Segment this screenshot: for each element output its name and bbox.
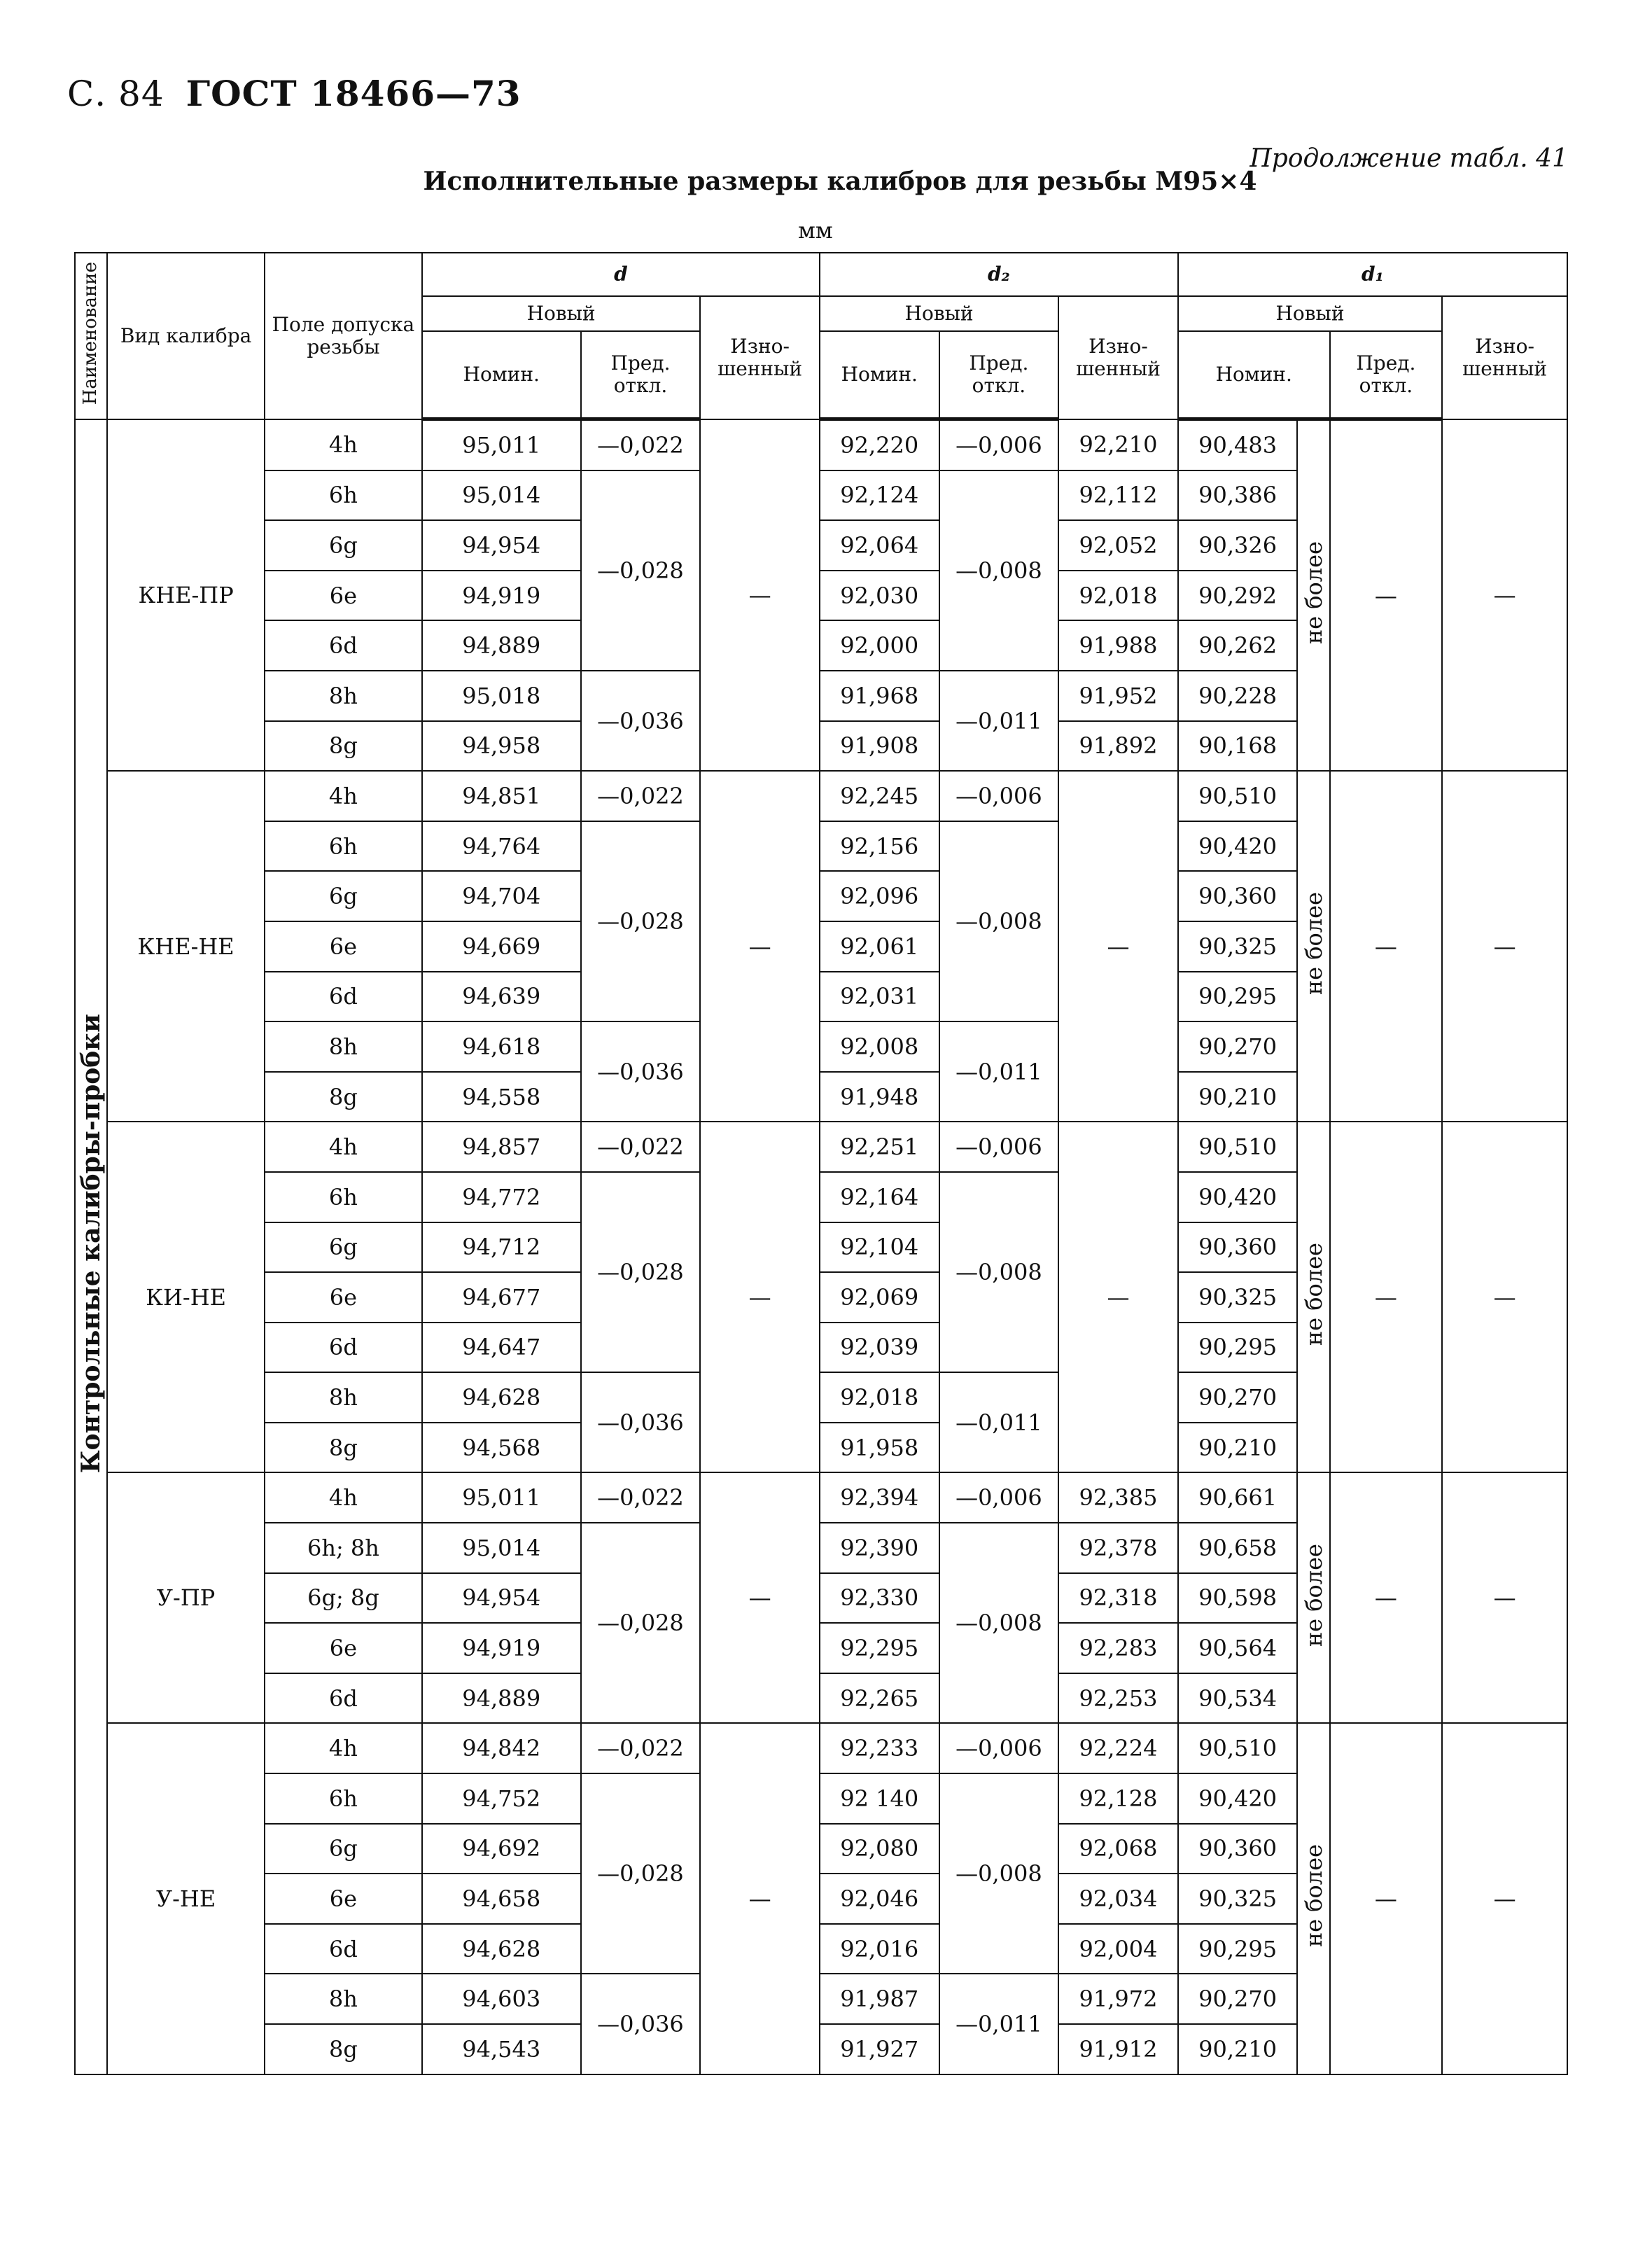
d2-nominal: 91,927 bbox=[820, 2024, 939, 2074]
d1-nominal: 90,295 bbox=[1178, 1323, 1298, 1373]
gauge-dimensions-table bbox=[74, 252, 1568, 2075]
d-nominal: 95,018 bbox=[422, 671, 581, 721]
d1-nominal: 90,658 bbox=[1178, 1523, 1298, 1573]
tolerance-field: 6h bbox=[265, 821, 422, 872]
header-d1-deviation: Пред. откл. bbox=[1330, 331, 1443, 419]
table-title: Исполнительные размеры калибров для резьбы М95×4 bbox=[423, 167, 1257, 196]
d2-deviation: —0,008 bbox=[939, 1172, 1059, 1372]
tolerance-field: 4h bbox=[265, 1122, 422, 1172]
tolerance-field: 8g bbox=[265, 1072, 422, 1122]
d-deviation: —0,028 bbox=[581, 1172, 701, 1372]
d-deviation: —0,036 bbox=[581, 1974, 701, 2074]
d2-worn: 92,128 bbox=[1058, 1773, 1178, 1824]
d2-worn: — bbox=[1058, 771, 1178, 1122]
d-nominal: 94,958 bbox=[422, 721, 581, 772]
d-nominal: 94,658 bbox=[422, 1874, 581, 1924]
tolerance-field: 4h bbox=[265, 771, 422, 821]
page-number: С. 84 bbox=[67, 74, 164, 114]
d1-nominal: 90,598 bbox=[1178, 1573, 1298, 1624]
header-tolerance-field: Поле допуска резьбы bbox=[265, 253, 422, 419]
d2-deviation: —0,006 bbox=[939, 771, 1059, 821]
d2-worn: — bbox=[1058, 1122, 1178, 1472]
d-deviation: —0,022 bbox=[581, 771, 701, 821]
d-deviation: —0,028 bbox=[581, 1773, 701, 1974]
d-nominal: 94,628 bbox=[422, 1924, 581, 1974]
tolerance-field: 4h bbox=[265, 419, 422, 470]
d1-limit-note: не более bbox=[1297, 419, 1329, 772]
tolerance-field: 4h bbox=[265, 1723, 422, 1773]
d2-deviation: —0,011 bbox=[939, 1372, 1059, 1472]
d1-deviation: — bbox=[1330, 771, 1443, 1122]
d-nominal: 94,954 bbox=[422, 1573, 581, 1624]
d-deviation: —0,028 bbox=[581, 821, 701, 1021]
d2-nominal: 92,008 bbox=[820, 1021, 939, 1072]
gauge-kind: У-ПР bbox=[107, 1472, 265, 1723]
header-d1-worn: Изно-шенный bbox=[1442, 296, 1567, 419]
header-d: d bbox=[422, 253, 820, 296]
d-nominal: 94,712 bbox=[422, 1222, 581, 1273]
d1-nominal: 90,360 bbox=[1178, 1222, 1298, 1273]
d1-nominal: 90,360 bbox=[1178, 1824, 1298, 1874]
d2-worn: 92,385 bbox=[1058, 1472, 1178, 1523]
d-worn: — bbox=[700, 1122, 820, 1472]
d1-nominal: 90,564 bbox=[1178, 1623, 1298, 1673]
d1-nominal: 90,661 bbox=[1178, 1472, 1298, 1523]
d2-nominal: 92,124 bbox=[820, 470, 939, 521]
d-deviation: —0,036 bbox=[581, 1372, 701, 1472]
d2-nominal: 92,096 bbox=[820, 871, 939, 921]
d2-nominal: 91,968 bbox=[820, 671, 939, 721]
d-nominal: 94,889 bbox=[422, 1673, 581, 1724]
d-nominal: 94,568 bbox=[422, 1423, 581, 1473]
d1-nominal: 90,420 bbox=[1178, 1773, 1298, 1824]
d2-nominal: 92,061 bbox=[820, 921, 939, 972]
tolerance-field: 8h bbox=[265, 1372, 422, 1423]
d2-worn: 91,952 bbox=[1058, 671, 1178, 721]
d-nominal: 94,857 bbox=[422, 1122, 581, 1172]
header-d2-deviation: Пред. откл. bbox=[939, 331, 1059, 419]
d-nominal: 94,919 bbox=[422, 1623, 581, 1673]
d1-nominal: 90,325 bbox=[1178, 921, 1298, 972]
tolerance-field: 8g bbox=[265, 2024, 422, 2074]
d2-deviation: —0,008 bbox=[939, 1523, 1059, 1723]
d2-nominal: 92,046 bbox=[820, 1874, 939, 1924]
gauge-kind: КИ-НЕ bbox=[107, 1122, 265, 1472]
gauge-kind: У-НЕ bbox=[107, 1723, 265, 2074]
d1-deviation: — bbox=[1330, 1472, 1443, 1723]
d2-worn: 92,052 bbox=[1058, 520, 1178, 571]
tolerance-field: 4h bbox=[265, 1472, 422, 1523]
d2-nominal: 91,948 bbox=[820, 1072, 939, 1122]
d1-deviation: — bbox=[1330, 1723, 1443, 2074]
tolerance-field: 6h bbox=[265, 470, 422, 521]
d1-deviation: — bbox=[1330, 1122, 1443, 1472]
d1-nominal: 90,168 bbox=[1178, 721, 1298, 772]
d-nominal: 94,772 bbox=[422, 1172, 581, 1222]
d2-nominal: 92,295 bbox=[820, 1623, 939, 1673]
page-header bbox=[67, 73, 522, 114]
tolerance-field: 6e bbox=[265, 921, 422, 972]
d1-nominal: 90,210 bbox=[1178, 2024, 1298, 2074]
d2-nominal: 92,064 bbox=[820, 520, 939, 571]
tolerance-field: 8g bbox=[265, 721, 422, 772]
d-deviation: —0,022 bbox=[581, 419, 701, 470]
tolerance-field: 6e bbox=[265, 1272, 422, 1323]
d1-nominal: 90,270 bbox=[1178, 1974, 1298, 2024]
d2-worn: 92,253 bbox=[1058, 1673, 1178, 1724]
d2-worn: 91,988 bbox=[1058, 620, 1178, 671]
d-nominal: 95,011 bbox=[422, 419, 581, 470]
side-label: Контрольные калибры-пробки bbox=[75, 419, 107, 2074]
d-nominal: 95,014 bbox=[422, 470, 581, 521]
d-worn: — bbox=[700, 1723, 820, 2074]
tolerance-field: 6d bbox=[265, 972, 422, 1022]
d2-worn: 92,112 bbox=[1058, 470, 1178, 521]
header-d1: d₁ bbox=[1178, 253, 1567, 296]
d1-nominal: 90,262 bbox=[1178, 620, 1298, 671]
d2-worn: 92,283 bbox=[1058, 1623, 1178, 1673]
d2-nominal: 92,330 bbox=[820, 1573, 939, 1624]
d1-nominal: 90,295 bbox=[1178, 1924, 1298, 1974]
standard-number: ГОСТ 18466—73 bbox=[186, 73, 522, 114]
d2-worn: 92,224 bbox=[1058, 1723, 1178, 1773]
d2-deviation: —0,006 bbox=[939, 1472, 1059, 1523]
table-row bbox=[75, 1723, 1567, 1773]
d2-worn: 91,972 bbox=[1058, 1974, 1178, 2024]
d1-nominal: 90,534 bbox=[1178, 1673, 1298, 1724]
d1-limit-note: не более bbox=[1297, 1122, 1329, 1472]
d2-worn: 92,210 bbox=[1058, 419, 1178, 470]
tolerance-field: 6h bbox=[265, 1773, 422, 1824]
tolerance-field: 6h; 8h bbox=[265, 1523, 422, 1573]
d-nominal: 94,628 bbox=[422, 1372, 581, 1423]
header-d2-nominal: Номин. bbox=[820, 331, 939, 419]
d-nominal: 94,704 bbox=[422, 871, 581, 921]
d-nominal: 94,639 bbox=[422, 972, 581, 1022]
d1-nominal: 90,510 bbox=[1178, 1122, 1298, 1172]
d2-nominal: 92,000 bbox=[820, 620, 939, 671]
d-deviation: —0,036 bbox=[581, 1021, 701, 1122]
d-worn: — bbox=[700, 419, 820, 772]
d2-worn: 92,068 bbox=[1058, 1824, 1178, 1874]
d2-deviation: —0,008 bbox=[939, 821, 1059, 1021]
d-nominal: 94,692 bbox=[422, 1824, 581, 1874]
d-nominal: 94,851 bbox=[422, 771, 581, 821]
d-nominal: 94,764 bbox=[422, 821, 581, 872]
d2-nominal: 91,958 bbox=[820, 1423, 939, 1473]
d1-nominal: 90,510 bbox=[1178, 1723, 1298, 1773]
d-nominal: 94,677 bbox=[422, 1272, 581, 1323]
header-d-worn: Изно-шенный bbox=[700, 296, 820, 419]
d-worn: — bbox=[700, 1472, 820, 1723]
d2-nominal: 92,164 bbox=[820, 1172, 939, 1222]
d-nominal: 94,618 bbox=[422, 1021, 581, 1072]
d2-nominal: 92 140 bbox=[820, 1773, 939, 1824]
tolerance-field: 6d bbox=[265, 1924, 422, 1974]
d-nominal: 94,669 bbox=[422, 921, 581, 972]
table-body bbox=[75, 419, 1567, 2074]
d2-nominal: 91,987 bbox=[820, 1974, 939, 2024]
gauge-kind: КНЕ-ПР bbox=[107, 419, 265, 772]
d2-nominal: 92,251 bbox=[820, 1122, 939, 1172]
d2-worn: 91,892 bbox=[1058, 721, 1178, 772]
d-nominal: 94,919 bbox=[422, 571, 581, 621]
header-d2-worn: Изно-шенный bbox=[1058, 296, 1178, 419]
d1-worn: — bbox=[1442, 419, 1567, 772]
tolerance-field: 6e bbox=[265, 571, 422, 621]
d2-nominal: 92,031 bbox=[820, 972, 939, 1022]
d1-worn: — bbox=[1442, 1122, 1567, 1472]
tolerance-field: 6d bbox=[265, 1673, 422, 1724]
d-nominal: 94,647 bbox=[422, 1323, 581, 1373]
d-deviation: —0,022 bbox=[581, 1472, 701, 1523]
d2-nominal: 92,018 bbox=[820, 1372, 939, 1423]
d2-nominal: 92,245 bbox=[820, 771, 939, 821]
tolerance-field: 6d bbox=[265, 620, 422, 671]
d1-nominal: 90,228 bbox=[1178, 671, 1298, 721]
header-d1-nominal: Номин. bbox=[1178, 331, 1330, 419]
header-d1-new: Новый bbox=[1178, 296, 1442, 331]
d-nominal: 95,014 bbox=[422, 1523, 581, 1573]
d-nominal: 94,842 bbox=[422, 1723, 581, 1773]
d1-nominal: 90,210 bbox=[1178, 1423, 1298, 1473]
tolerance-field: 6d bbox=[265, 1323, 422, 1373]
d-deviation: —0,028 bbox=[581, 470, 701, 671]
table-continuation-note: Продолжение табл. 41 bbox=[1250, 144, 1568, 173]
d-deviation: —0,028 bbox=[581, 1523, 701, 1723]
tolerance-field: 6g bbox=[265, 1222, 422, 1273]
d1-limit-note: не более bbox=[1297, 1472, 1329, 1723]
tolerance-field: 6g bbox=[265, 520, 422, 571]
d-deviation: —0,036 bbox=[581, 671, 701, 771]
d-nominal: 94,558 bbox=[422, 1072, 581, 1122]
d2-deviation: —0,008 bbox=[939, 470, 1059, 671]
d1-nominal: 90,420 bbox=[1178, 821, 1298, 872]
d2-deviation: —0,008 bbox=[939, 1773, 1059, 1974]
header-name: Наименование bbox=[75, 253, 107, 419]
table-unit: мм bbox=[798, 217, 833, 244]
d2-worn: 91,912 bbox=[1058, 2024, 1178, 2074]
d2-nominal: 92,233 bbox=[820, 1723, 939, 1773]
d-deviation: —0,022 bbox=[581, 1723, 701, 1773]
table-row bbox=[75, 1472, 1567, 1523]
d2-deviation: —0,011 bbox=[939, 1974, 1059, 2074]
d2-deviation: —0,006 bbox=[939, 1122, 1059, 1172]
d-deviation: —0,022 bbox=[581, 1122, 701, 1172]
d2-worn: 92,318 bbox=[1058, 1573, 1178, 1624]
d-nominal: 94,954 bbox=[422, 520, 581, 571]
d2-nominal: 92,104 bbox=[820, 1222, 939, 1273]
d2-nominal: 92,080 bbox=[820, 1824, 939, 1874]
d1-limit-note: не более bbox=[1297, 1723, 1329, 2074]
tolerance-field: 8h bbox=[265, 1974, 422, 2024]
table-row bbox=[75, 419, 1567, 470]
d2-worn: 92,004 bbox=[1058, 1924, 1178, 1974]
d1-nominal: 90,325 bbox=[1178, 1874, 1298, 1924]
d2-nominal: 92,394 bbox=[820, 1472, 939, 1523]
d2-nominal: 92,039 bbox=[820, 1323, 939, 1373]
header-d-deviation: Пред. откл. bbox=[581, 331, 701, 419]
d2-nominal: 92,265 bbox=[820, 1673, 939, 1724]
table-header bbox=[75, 253, 1567, 419]
d-nominal: 94,543 bbox=[422, 2024, 581, 2074]
d2-worn: 92,034 bbox=[1058, 1874, 1178, 1924]
header-d2: d₂ bbox=[820, 253, 1178, 296]
d1-nominal: 90,360 bbox=[1178, 871, 1298, 921]
tolerance-field: 8g bbox=[265, 1423, 422, 1473]
d1-nominal: 90,292 bbox=[1178, 571, 1298, 621]
d1-nominal: 90,270 bbox=[1178, 1021, 1298, 1072]
d1-nominal: 90,325 bbox=[1178, 1272, 1298, 1323]
d2-nominal: 92,030 bbox=[820, 571, 939, 621]
d2-worn: 92,018 bbox=[1058, 571, 1178, 621]
d1-nominal: 90,210 bbox=[1178, 1072, 1298, 1122]
d2-deviation: —0,006 bbox=[939, 1723, 1059, 1773]
d1-nominal: 90,483 bbox=[1178, 419, 1298, 470]
d-worn: — bbox=[700, 771, 820, 1122]
tolerance-field: 6g bbox=[265, 871, 422, 921]
tolerance-field: 6e bbox=[265, 1874, 422, 1924]
d2-deviation: —0,011 bbox=[939, 671, 1059, 771]
table-row bbox=[75, 771, 1567, 821]
d1-nominal: 90,510 bbox=[1178, 771, 1298, 821]
d1-nominal: 90,295 bbox=[1178, 972, 1298, 1022]
header-gauge-kind: Вид калибра bbox=[107, 253, 265, 419]
tolerance-field: 6g bbox=[265, 1824, 422, 1874]
d2-nominal: 91,908 bbox=[820, 721, 939, 772]
d2-worn: 92,378 bbox=[1058, 1523, 1178, 1573]
d2-nominal: 92,390 bbox=[820, 1523, 939, 1573]
d2-deviation: —0,006 bbox=[939, 419, 1059, 470]
d-nominal: 94,752 bbox=[422, 1773, 581, 1824]
d1-nominal: 90,386 bbox=[1178, 470, 1298, 521]
d2-nominal: 92,220 bbox=[820, 419, 939, 470]
d1-deviation: — bbox=[1330, 419, 1443, 772]
header-d2-new: Новый bbox=[820, 296, 1058, 331]
d2-nominal: 92,016 bbox=[820, 1924, 939, 1974]
d1-worn: — bbox=[1442, 1472, 1567, 1723]
tolerance-field: 6h bbox=[265, 1172, 422, 1222]
d2-deviation: —0,011 bbox=[939, 1021, 1059, 1122]
tolerance-field: 8h bbox=[265, 671, 422, 721]
d-nominal: 94,889 bbox=[422, 620, 581, 671]
tolerance-field: 6e bbox=[265, 1623, 422, 1673]
table-row bbox=[75, 1122, 1567, 1172]
header-d-nominal: Номин. bbox=[422, 331, 581, 419]
d1-worn: — bbox=[1442, 771, 1567, 1122]
gauge-kind: КНЕ-НЕ bbox=[107, 771, 265, 1122]
d2-nominal: 92,156 bbox=[820, 821, 939, 872]
tolerance-field: 6g; 8g bbox=[265, 1573, 422, 1624]
d-nominal: 95,011 bbox=[422, 1472, 581, 1523]
d1-worn: — bbox=[1442, 1723, 1567, 2074]
d1-nominal: 90,270 bbox=[1178, 1372, 1298, 1423]
header-d-new: Новый bbox=[422, 296, 700, 331]
d1-limit-note: не более bbox=[1297, 771, 1329, 1122]
d-nominal: 94,603 bbox=[422, 1974, 581, 2024]
d2-nominal: 92,069 bbox=[820, 1272, 939, 1323]
tolerance-field: 8h bbox=[265, 1021, 422, 1072]
d1-nominal: 90,420 bbox=[1178, 1172, 1298, 1222]
d1-nominal: 90,326 bbox=[1178, 520, 1298, 571]
